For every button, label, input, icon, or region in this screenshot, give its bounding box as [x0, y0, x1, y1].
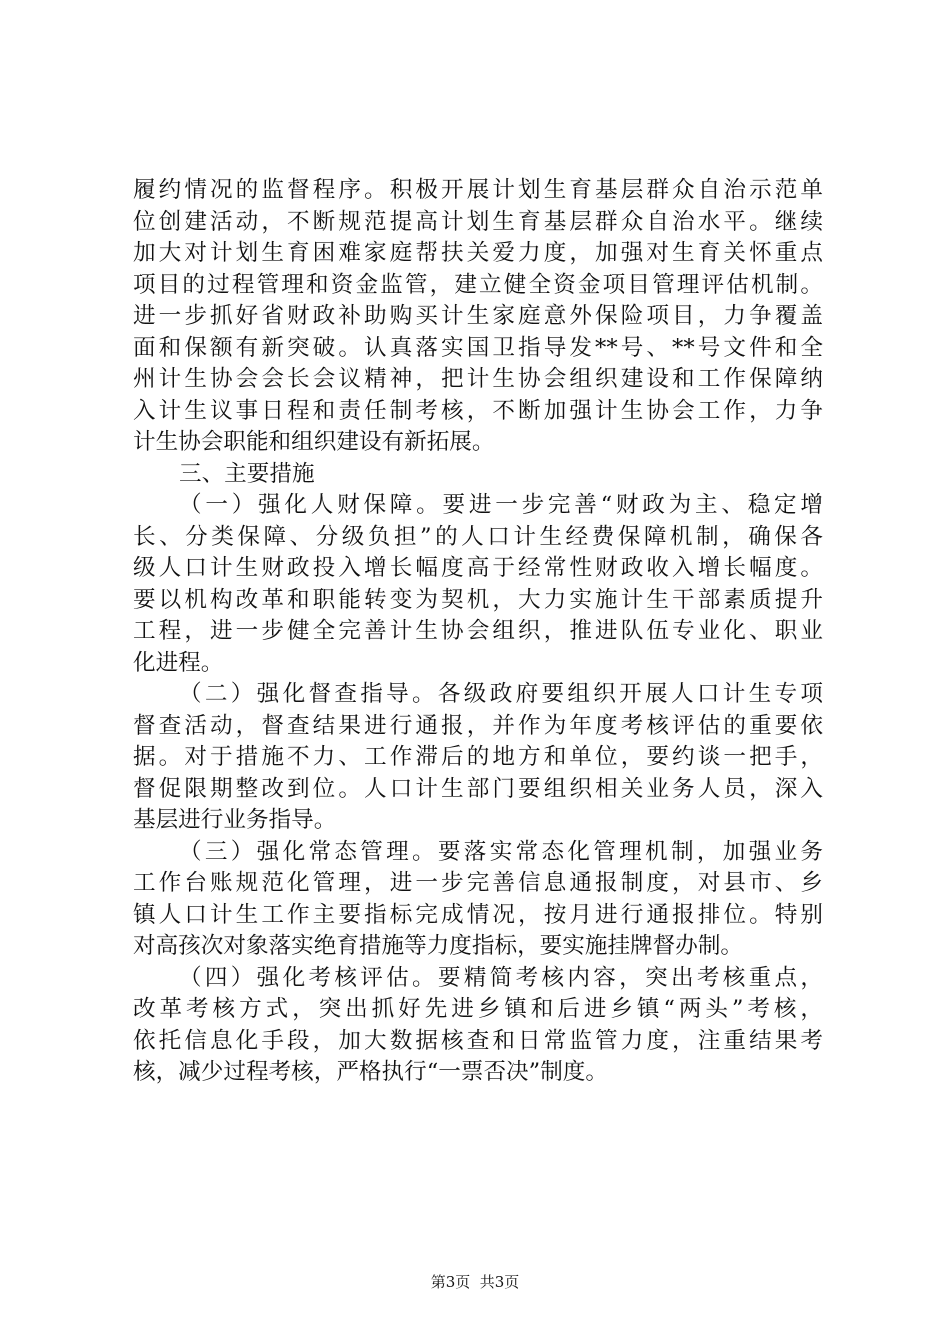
text-line: 依托信息化手段，加大数据核查和日常监管力度，注重结果考 — [133, 1027, 823, 1054]
text-line: 进一步抓好省财政补助购买计生家庭意外保险项目，力争覆盖 — [133, 303, 823, 329]
text-line: 履约情况的监督程序。积极开展计划生育基层群众自治示范单 — [133, 177, 823, 203]
text-line: （三）强化常态管理。要落实常态化管理机制，加强业务 — [179, 838, 823, 865]
text-line: 工程，进一步健全完善计生协会组织，推进队伍专业化、职业 — [133, 618, 823, 644]
text-line: 项目的过程管理和资金监管，建立健全资金项目管理评估机制。 — [133, 271, 823, 298]
text-line: 入计生议事日程和责任制考核，不断加强计生协会工作，力争 — [133, 397, 823, 424]
text-line: 对高孩次对象落实绝育措施等力度指标，要实施挂牌督办制。 — [133, 933, 744, 959]
text-line: （四）强化考核评估。要精简考核内容，突出考核重点， — [179, 964, 823, 991]
text-line: 级人口计生财政投入增长幅度高于经常性财政收入增长幅度。 — [133, 555, 823, 581]
page-footer: 第3页 共3页 — [430, 1273, 520, 1291]
text-line: 基层进行业务指导。 — [133, 807, 337, 833]
paragraph — [133, 679, 823, 837]
text-line: 长、分类保障、分级负担”的人口计生经费保障机制，确保各 — [133, 523, 823, 550]
text-line: 镇人口计生工作主要指标完成情况，按月进行通报排位。特别 — [133, 901, 823, 928]
text-line: 督查活动，督查结果进行通报，并作为年度考核评估的重要依 — [133, 712, 823, 739]
text-line: 改革考核方式，突出抓好先进乡镇和后进乡镇“两头”考核， — [133, 996, 823, 1022]
document-body — [133, 175, 823, 1089]
text-line: （二）强化督查指导。各级政府要组织开展人口计生专项 — [179, 681, 823, 707]
paragraph — [133, 837, 823, 963]
text-line: 督促限期整改到位。人口计生部门要组织相关业务人员，深入 — [133, 775, 823, 802]
section-heading — [133, 459, 823, 491]
paragraph — [133, 490, 823, 679]
text-line: 据。对于措施不力、工作滞后的地方和单位，要约谈一把手， — [133, 744, 823, 770]
paragraph — [133, 963, 823, 1089]
text-line: 计生协会职能和组织建设有新拓展。 — [133, 429, 495, 455]
heading-text: 三、主要措施 — [179, 460, 315, 487]
text-line: 州计生协会会长会议精神，把计生协会组织建设和工作保障纳 — [133, 366, 823, 392]
text-line: 化进程。 — [133, 649, 224, 676]
text-line: 位创建活动，不断规范提高计划生育基层群众自治水平。继续 — [133, 208, 823, 235]
text-line: 要以机构改革和职能转变为契机，大力实施计生干部素质提升 — [133, 586, 823, 613]
text-line: （一）强化人财保障。要进一步完善“财政为主、稳定增 — [179, 492, 823, 518]
text-line: 工作台账规范化管理，进一步完善信息通报制度，对县市、乡 — [133, 870, 823, 896]
paragraph — [133, 175, 823, 459]
text-line: 面和保额有新突破。认真落实国卫指导发**号、**号文件和全 — [133, 334, 823, 361]
text-line: 加大对计划生育困难家庭帮扶关爱力度，加强对生育关怀重点 — [133, 240, 823, 266]
text-line: 核，减少过程考核，严格执行“一票否决”制度。 — [133, 1059, 608, 1085]
